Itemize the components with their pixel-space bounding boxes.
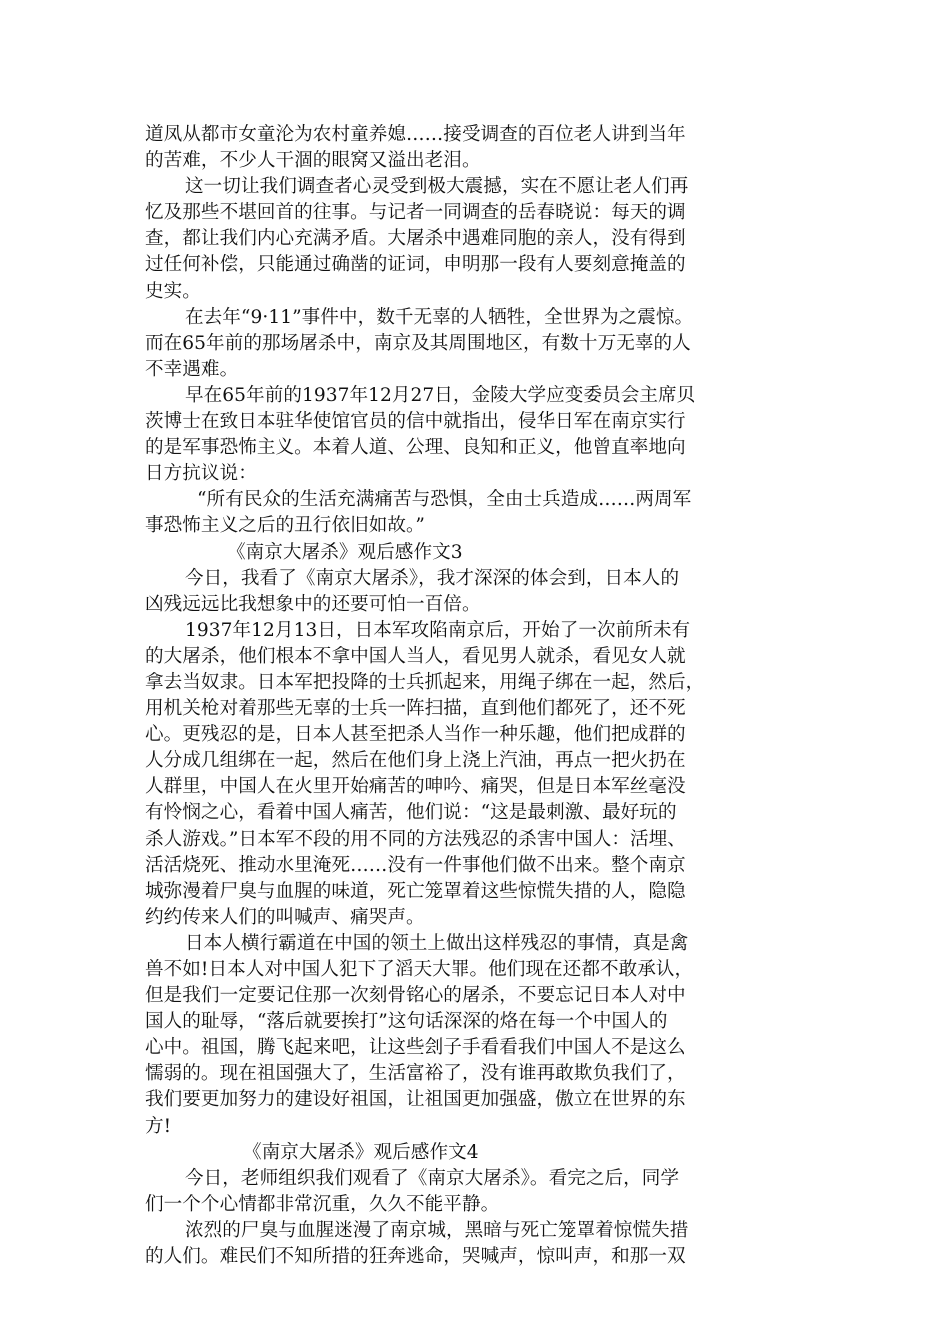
text-line: 今日，我看了《南京大屠杀》，我才深深的体会到，日本人的 (185, 567, 680, 589)
text-line: 的苦难，不少人干涸的眼窝又溢出老泪。 (145, 150, 481, 172)
text-line: 的是军事恐怖主义。本着人道、公理、良知和正义，他曾直率地向 (145, 437, 686, 459)
text-line: 浓烈的尸臭与血腥迷漫了南京城，黑暗与死亡笼罩着惊慌失措 (185, 1219, 689, 1241)
text-line: “所有民众的生活充满痛苦与恐惧，全由士兵造成……两周军 (197, 489, 692, 511)
text-line: 的大屠杀，他们根本不拿中国人当人，看见男人就杀，看见女人就 (145, 645, 686, 667)
text-line: 我们要更加努力的建设好祖国，让祖国更加强盛，傲立在世界的东 (145, 1089, 686, 1111)
text-line: 茨博士在致日本驻华使馆官员的信中就指出，侵华日军在南京实行 (145, 411, 686, 433)
text-line: 过任何补偿，只能通过确凿的证词，申明那一段有人要刻意掩盖的 (145, 254, 686, 276)
text-line: 这一切让我们调查者心灵受到极大震撼，实在不愿让老人们再 (185, 176, 689, 198)
text-line: 国人的耻辱，“落后就要挨打”这句话深深的烙在每一个中国人的 (145, 1011, 668, 1033)
text-line: 杀人游戏。”日本军不段的用不同的方法残忍的杀害中国人：活埋、 (145, 828, 686, 850)
text-line: 史实。 (145, 280, 201, 302)
text-line: 约约传来人们的叫喊声、痛哭声。 (145, 906, 425, 928)
text-line: 凶残远远比我想象中的还要可怕一百倍。 (145, 593, 481, 615)
document-body (145, 122, 813, 1270)
text-line: 拿去当奴隶。日本军把投降的士兵抓起来，用绳子绑在一起，然后， (145, 671, 705, 693)
text-line: 城弥漫着尸臭与血腥的味道，死亡笼罩着这些惊慌失措的人，隐隐 (145, 880, 686, 902)
text-line: 懦弱的。现在祖国强大了，生活富裕了，没有谁再敢欺负我们了， (145, 1063, 686, 1085)
text-line: 在去年“9·11”事件中，数千无辜的人牺牲，全世界为之震惊。 (185, 306, 694, 328)
text-line: 事恐怖主义之后的丑行依旧如故。” (145, 515, 425, 537)
text-line: 有怜悯之心，看着中国人痛苦，他们说：“这是最刺激、最好玩的 (145, 802, 677, 824)
text-line: 但是我们一定要记住那一次刻骨铭心的屠杀，不要忘记日本人对中 (145, 985, 686, 1007)
section-heading: 《南京大屠杀》观后感作文4 (243, 1141, 479, 1163)
text-line: 日本人横行霸道在中国的领土上做出这样残忍的事情，真是禽 (185, 932, 689, 954)
text-line: 人分成几组绑在一起，然后在他们身上浇上汽油，再点一把火扔在 (145, 750, 686, 772)
text-line: 方! (145, 1115, 172, 1137)
section-heading: 《南京大屠杀》观后感作文3 (227, 541, 463, 563)
text-line: 今日，老师组织我们观看了《南京大屠杀》。看完之后，同学 (185, 1167, 680, 1189)
text-line: 兽不如!日本人对中国人犯下了滔天大罪。他们现在还都不敢承认， (145, 959, 694, 980)
text-line: 查，都让我们内心充满矛盾。大屠杀中遇难同胞的亲人，没有得到 (145, 228, 686, 250)
text-line: 活活烧死、推动水里淹死……没有一件事他们做不出来。整个南京 (145, 854, 686, 876)
text-line: 心。更残忍的是，日本人甚至把杀人当作一种乐趣，他们把成群的 (145, 724, 686, 746)
text-line: 道凤从都市女童沦为农村童养媳……接受调查的百位老人讲到当年 (145, 124, 686, 145)
text-line: 用机关枪对着那些无辜的士兵一阵扫描，直到他们都死了，还不死 (145, 698, 686, 720)
text-line: 人群里，中国人在火里开始痛苦的呻吟、痛哭，但是日本军丝毫没 (145, 776, 686, 798)
text-line: 忆及那些不堪回首的往事。与记者一同调查的岳春晓说：每天的调 (145, 202, 686, 224)
text-line: 心中。祖国，腾飞起来吧，让这些刽子手看看我们中国人不是这么 (145, 1037, 686, 1059)
text-line: 早在65年前的1937年12月27日，金陵大学应变委员会主席贝 (185, 384, 696, 406)
text-line: 们一个个心情都非常沉重，久久不能平静。 (145, 1193, 500, 1215)
text-line: 的人们。难民们不知所措的狂奔逃命，哭喊声，惊叫声，和那一双 (145, 1246, 686, 1268)
text-line: 而在65年前的那场屠杀中，南京及其周围地区，有数十万无辜的人 (145, 332, 691, 354)
text-line: 1937年12月13日，日本军攻陷南京后，开始了一次前所未有 (185, 619, 691, 641)
text-line: 日方抗议说： (145, 463, 257, 485)
text-line: 不幸遇难。 (145, 358, 239, 380)
